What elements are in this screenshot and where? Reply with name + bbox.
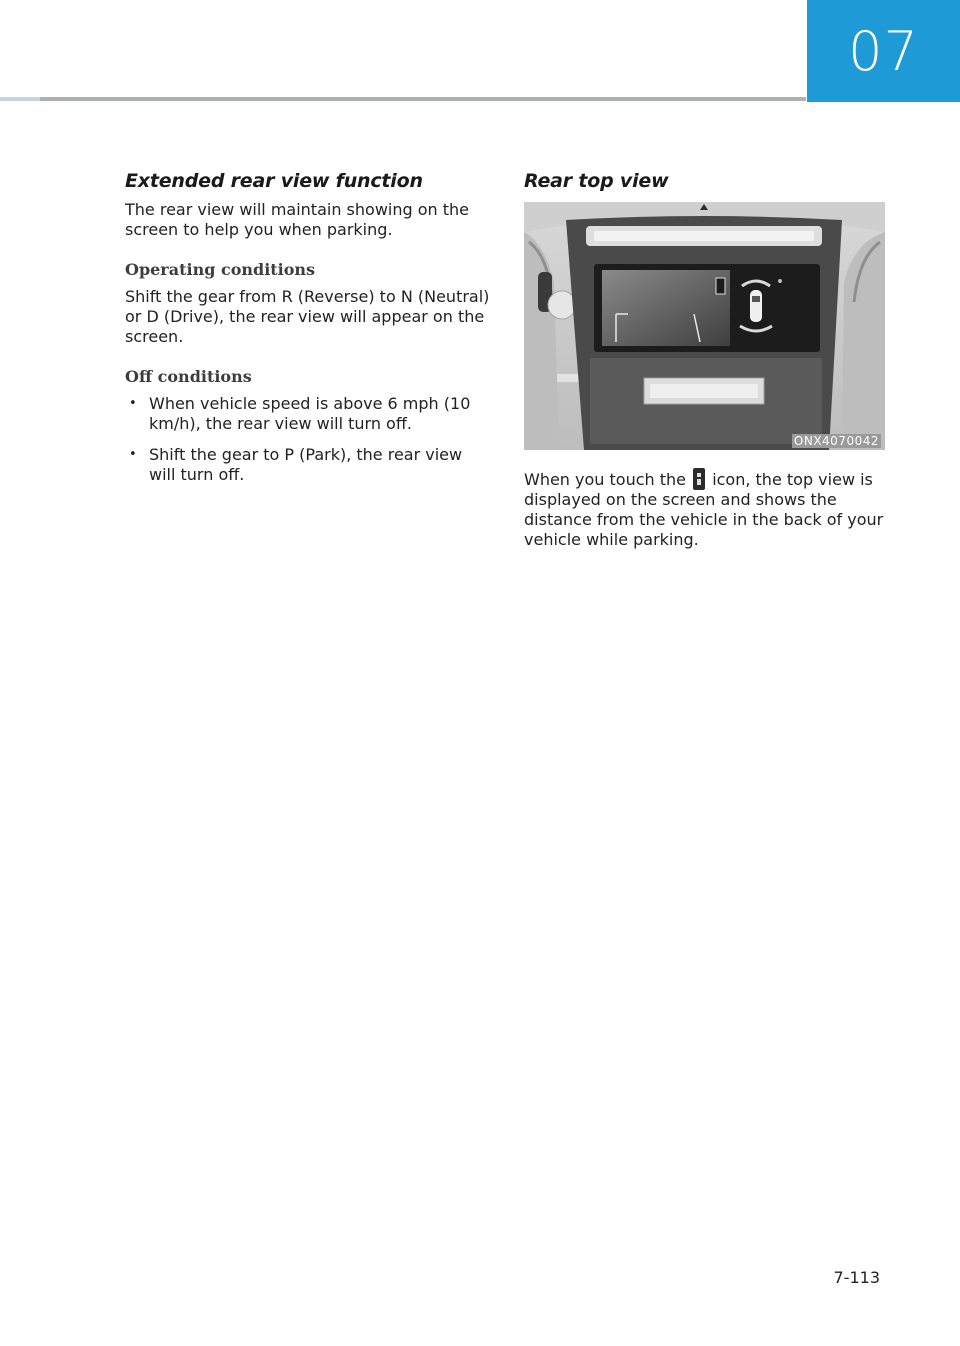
- right-column: [524, 170, 889, 550]
- page-number: 7-113: [833, 1268, 880, 1287]
- chapter-tab: 07: [807, 0, 960, 102]
- intro-paragraph: The rear view will maintain showing on the screen to help you when parking.: [125, 200, 469, 239]
- operating-conditions-heading: Operating conditions: [125, 260, 316, 279]
- top-view-car-icon: [693, 468, 705, 490]
- section-title-extended-rear-view: Extended rear view function: [125, 170, 423, 192]
- top-view-text-end: icon, the top view is displayed on the screen and shows the distance from the vehicle in the back of your vehicle while parking.: [524, 470, 884, 549]
- left-column: [125, 170, 490, 496]
- dashboard-illustration: [524, 202, 885, 450]
- off-conditions-list: [125, 394, 490, 485]
- list-item: • When vehicle speed is above 6 mph (10 km/h), the rear view will turn off.: [125, 394, 490, 434]
- list-item: • Shift the gear to P (Park), the rear view will turn off.: [125, 445, 490, 485]
- off-conditions-heading: Off conditions: [125, 367, 252, 386]
- dashboard-screen-figure: [524, 202, 885, 450]
- operating-conditions-text: Shift the gear from R (Reverse) to N (Neutral) or D (Drive), the rear view will appear on the screen.: [125, 287, 490, 346]
- top-view-text-start: When you touch the: [524, 470, 686, 489]
- top-view-paragraph: [524, 468, 889, 550]
- section-title-rear-top-view: Rear top view: [524, 170, 669, 192]
- figure-code: ONX4070042: [793, 434, 879, 448]
- header-rule: [0, 97, 806, 101]
